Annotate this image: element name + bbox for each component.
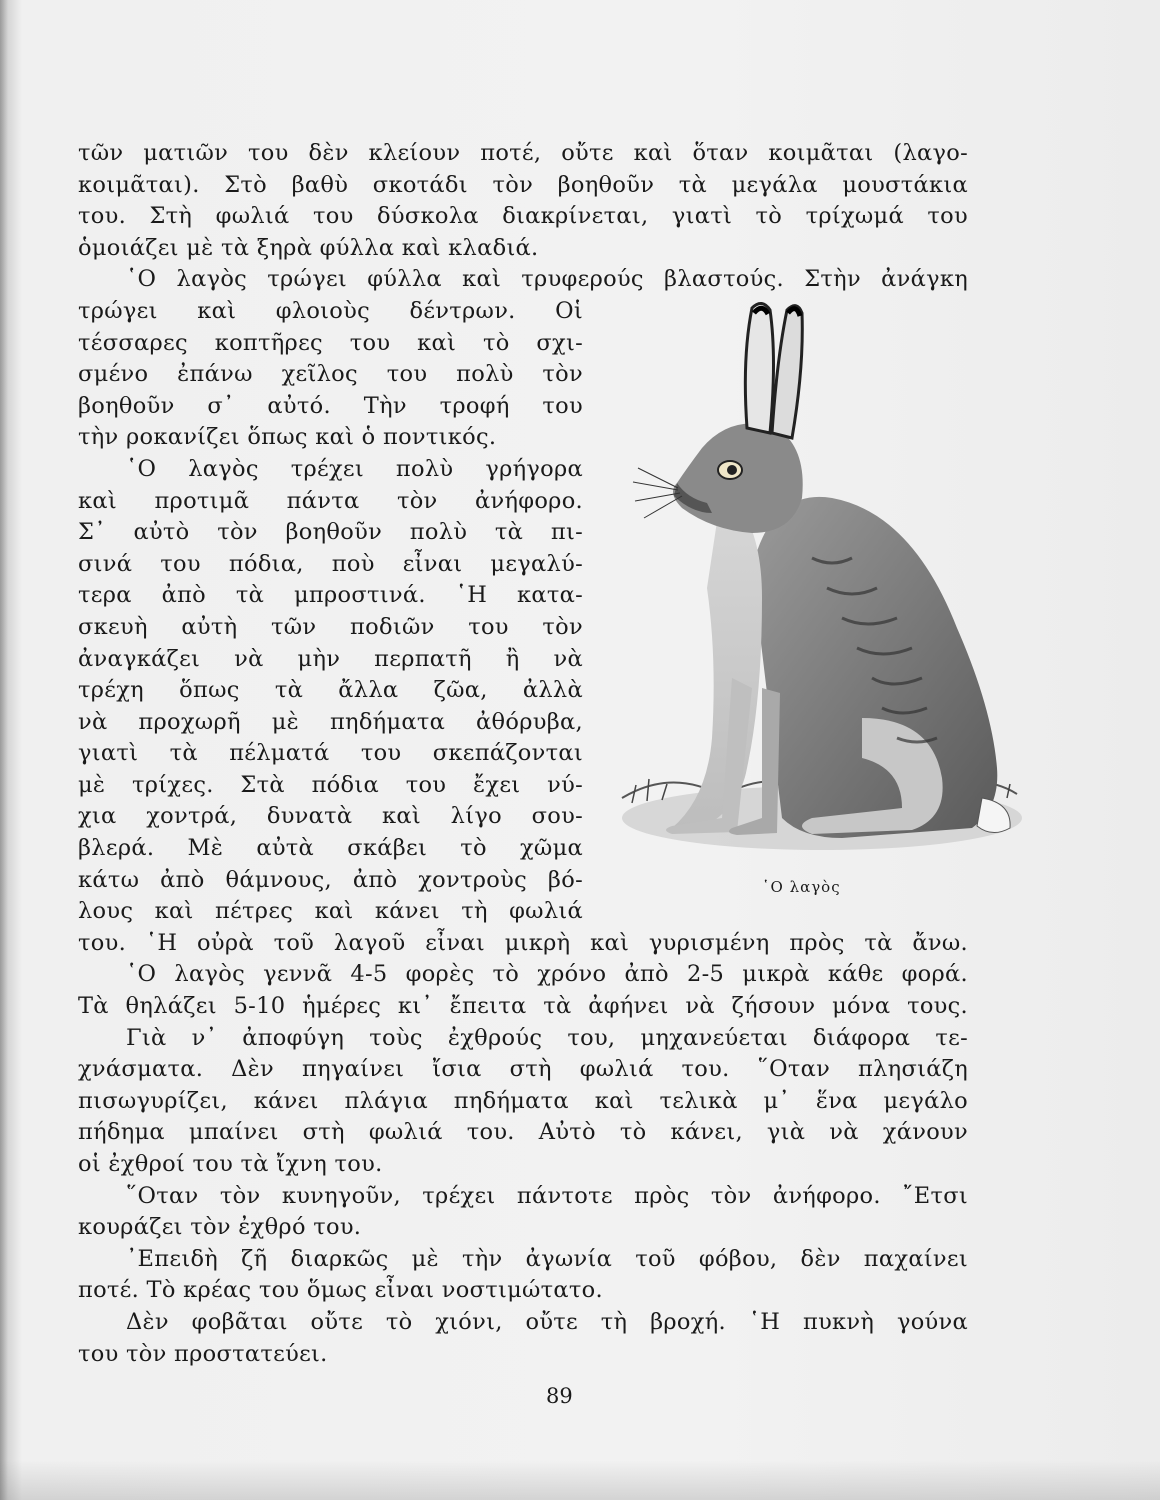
text-line: οἱ ἐχθροί του τὰ ἴχνη του. — [78, 1151, 383, 1177]
text-line: κοιμᾶται). Στὸ βαθὺ σκοτάδι τὸν βοηθοῦν τὰ μεγάλα μουστάκια — [78, 171, 968, 198]
text-line: κουράζει τὸν ἐχθρό του. — [78, 1214, 362, 1241]
text-line: ἀναγκάζει νὰ μὴν περπατῆ ἢ νὰ — [78, 645, 583, 672]
text-line: Σ᾿ αὐτὸ τὸν βοηθοῦν πολὺ τὰ πι- — [78, 519, 583, 546]
text-line: κάτω ἀπὸ θάμνους, ἀπὸ χοντροὺς βό- — [78, 866, 583, 893]
text-line: χια χοντρά, δυνατὰ καὶ λίγο σου- — [78, 803, 583, 830]
text-line: ποτέ. Τὸ κρέας του ὅμως εἶναι νοστιμώτατο. — [78, 1277, 603, 1304]
text-line: νὰ προχωρῆ μὲ πηδήματα ἀθόρυβα, — [78, 708, 583, 735]
text-line: τρώγει καὶ φλοιοὺς δέντρων. Οἱ — [78, 297, 583, 324]
text-line: ῞Οταν τὸν κυνηγοῦν, τρέχει πάντοτε πρὸς τὸν ἀνήφορο. ῎Ετσι — [126, 1182, 968, 1209]
text-line: τὴν ροκανίζει ὅπως καὶ ὁ ποντικός. — [78, 424, 497, 451]
text-line: του. Στὴ φωλιά του δύσκολα διακρίνεται, γιατὶ τὸ τρίχωμά του — [78, 203, 968, 230]
text-line: του. ῾Η οὐρὰ τοῦ λαγοῦ εἶναι μικρὴ καὶ γυρισμένη πρὸς τὰ ἄνω. — [78, 929, 968, 956]
text-line: καὶ προτιμᾶ πάντα τὸν ἀνήφορο. — [78, 487, 583, 514]
text-line: σινά του πόδια, ποὺ εἶναι μεγαλύ- — [78, 550, 583, 577]
text-line: λους καὶ πέτρες καὶ κάνει τὴ φωλιά — [78, 898, 583, 925]
page-shadow — [0, 1460, 1160, 1500]
text-line: τέσσαρες κοπτῆρες του καὶ τὸ σχι- — [78, 329, 583, 356]
text-line: πήδημα μπαίνει στὴ φωλιά του. Αὐτὸ τὸ κάνει, γιὰ νὰ χάνουν — [78, 1119, 968, 1146]
text-line: σκευὴ αὐτὴ τῶν ποδιῶν του τὸν — [78, 613, 583, 640]
text-line: Τὰ θηλάζει 5-10 ἡμέρες κι᾿ ἔπειτα τὰ ἀφήνει νὰ ζήσουν μόνα τους. — [78, 993, 968, 1020]
text-line: πισωγυρίζει, κάνει πλάγια πηδήματα καὶ τελικὰ μ᾿ ἕνα μεγάλο — [78, 1087, 968, 1114]
figure-caption: ῾Ο λαγὸς — [762, 878, 841, 896]
text-line: τερα ἀπὸ τὰ μπροστινά. ῾Η κατα- — [78, 582, 583, 609]
text-line: σμένο ἐπάνω χεῖλος του πολὺ τὸν — [78, 361, 583, 388]
text-line: μὲ τρίχες. Στὰ πόδια του ἔχει νύ- — [78, 771, 583, 798]
text-line: ᾿Επειδὴ ζῆ διαρκῶς μὲ τὴν ἀγωνία τοῦ φόβου, δὲν παχαίνει — [126, 1245, 968, 1272]
text-line: χνάσματα. Δὲν πηγαίνει ἴσια στὴ φωλιά του. ῞Οταν πλησιάζη — [78, 1056, 968, 1083]
text-line: ῾Ο λαγὸς τρέχει πολὺ γρήγορα — [126, 455, 583, 482]
text-line: του τὸν προστατεύει. — [78, 1340, 328, 1367]
text-line: τρέχη ὅπως τὰ ἄλλα ζῶα, ἀλλὰ — [78, 677, 583, 704]
text-line: ῾Ο λαγὸς γεννᾶ 4-5 φορὲς τὸ χρόνο ἀπὸ 2-5 μικρὰ κάθε φορά. — [126, 961, 968, 988]
text-line: Δὲν φοβᾶται οὔτε τὸ χιόνι, οὔτε τὴ βροχή. ῾Η πυκνὴ γούνα — [126, 1308, 968, 1335]
hare-illustration — [612, 298, 1022, 868]
text-line: γιατὶ τὰ πέλματά του σκεπάζονται — [78, 740, 583, 767]
text-line: βοηθοῦν σ᾿ αὐτό. Τὴν τροφή του — [78, 392, 583, 419]
text-line: τῶν ματιῶν του δὲν κλείουν ποτέ, οὔτε καὶ ὅταν κοιμᾶται (λαγο- — [78, 140, 968, 166]
hare-drawing — [612, 298, 1022, 868]
text-line: ῾Ο λαγὸς τρώγει φύλλα καὶ τρυφερούς βλαστούς. Στὴν ἀνάγκη — [126, 266, 968, 293]
text-line: βλερά. Μὲ αὐτὰ σκάβει τὸ χῶμα — [78, 835, 583, 862]
text-line: Γιὰ ν᾿ ἀποφύγη τοὺς ἐχθρούς του, μηχανεύεται διάφορα τε- — [126, 1024, 968, 1051]
page-number: 89 — [546, 1384, 573, 1408]
text-line: ὁμοιάζει μὲ τὰ ξηρὰ φύλλα καὶ κλαδιά. — [78, 234, 539, 261]
